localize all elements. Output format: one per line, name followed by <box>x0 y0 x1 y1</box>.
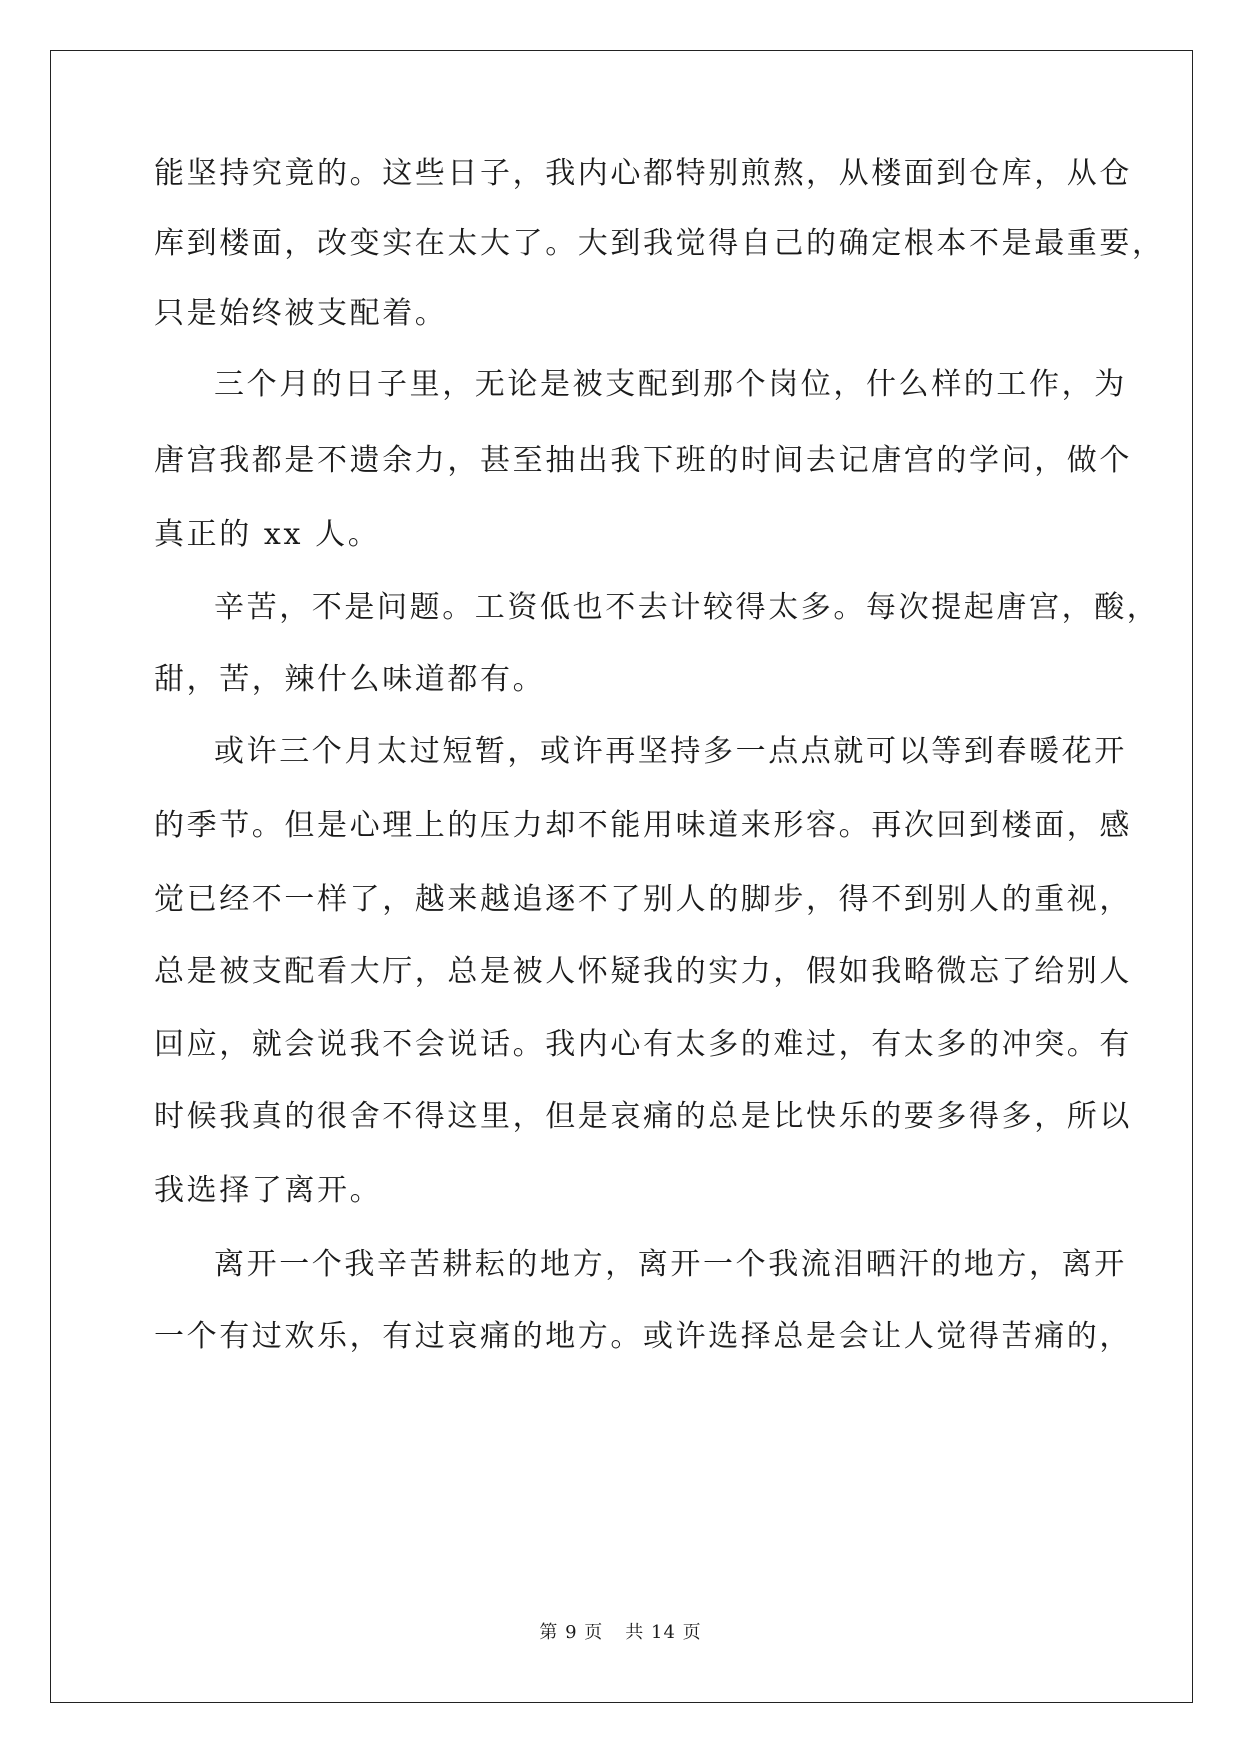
body-line: 觉已经不一样了，越来越追逐不了别人的脚步，得不到别人的重视， <box>154 882 1132 917</box>
page-footer <box>0 1618 1241 1644</box>
paragraph-start-line: 或许三个月太过短暂，或许再坚持多一点点就可以等到春暖花开 <box>214 734 1127 769</box>
paragraph-start-line: 离开一个我辛苦耕耘的地方，离开一个我流泪晒汗的地方，离开 <box>214 1247 1127 1282</box>
body-line: 真正的 xx 人。 <box>154 517 381 552</box>
paragraph-start-line: 三个月的日子里，无论是被支配到那个岗位，什么样的工作，为 <box>214 367 1127 402</box>
body-line: 的季节。但是心理上的压力却不能用味道来形容。再次回到楼面，感 <box>154 808 1132 843</box>
page-number: 第 9 页 <box>539 1622 604 1643</box>
body-line: 时候我真的很舍不得这里，但是哀痛的总是比快乐的要多得多，所以 <box>154 1099 1132 1134</box>
body-line: 甜，苦，辣什么味道都有。 <box>154 662 546 697</box>
body-line: 我选择了离开。 <box>154 1173 383 1208</box>
body-line: 总是被支配看大厅，总是被人怀疑我的实力，假如我略微忘了给别人 <box>154 954 1132 989</box>
body-line: 唐宫我都是不遗余力，甚至抽出我下班的时间去记唐宫的学问，做个 <box>154 443 1132 478</box>
paragraph-start-line: 辛苦，不是问题。工资低也不去计较得太多。每次提起唐宫，酸， <box>214 590 1160 625</box>
total-pages: 共 14 页 <box>625 1622 702 1643</box>
body-line: 能坚持究竟的。这些日子，我内心都特别煎熬，从楼面到仓库，从仓 <box>154 156 1132 191</box>
body-line: 只是始终被支配着。 <box>154 296 448 331</box>
body-line: 库到楼面，改变实在太大了。大到我觉得自己的确定根本不是最重要， <box>154 226 1165 261</box>
body-line: 回应，就会说我不会说话。我内心有太多的难过，有太多的冲突。有 <box>154 1027 1132 1062</box>
body-line: 一个有过欢乐，有过哀痛的地方。或许选择总是会让人觉得苦痛的， <box>154 1319 1132 1354</box>
